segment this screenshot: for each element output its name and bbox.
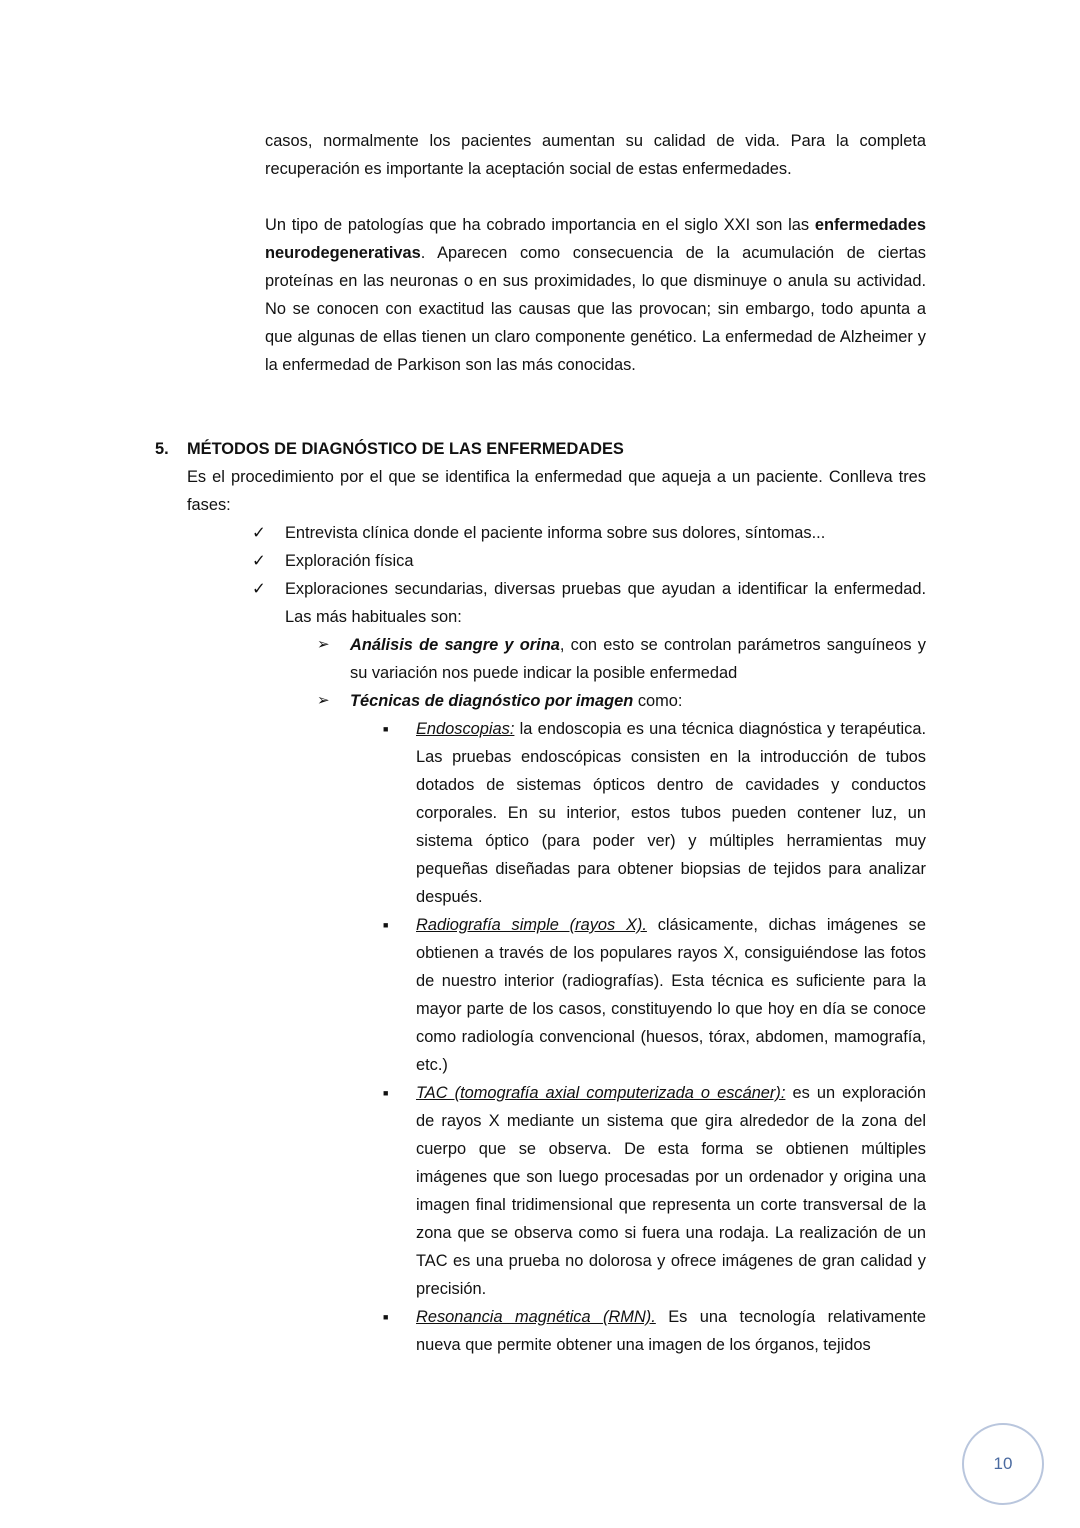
square-bullet-icon: ■ — [383, 920, 389, 930]
test-text: , con esto se controlan parámetros sanguíneos y su variación nos puede indicar la posible enfermedad — [350, 636, 926, 682]
imaging-title: Endoscopias: — [416, 720, 515, 738]
arrow-icon: ➢ — [317, 692, 330, 709]
list-item — [252, 519, 926, 547]
square-bullet-icon: ■ — [383, 724, 389, 734]
check-icon: ✓ — [252, 580, 266, 598]
phase-text: Exploraciones secundarias, diversas pruebas que ayudan a identificar la enfermedad. Las más habituales son: — [285, 580, 926, 626]
imaging-text: la endoscopia es una técnica diagnóstica y terapéutica. Las pruebas endoscópicas consisten en la introducción de tubos dotados de sistemas ópticos dentro de cavidades y conductos corporales. En su interior, estos tubos pueden contener luz, un sistema óptico (para poder ver) y múltiples herramientas muy pequeñas diseñadas para obtener biopsias de tejidos para analizar después. — [416, 720, 926, 906]
section-number: 5. — [155, 440, 169, 458]
check-icon: ✓ — [252, 524, 266, 542]
section-heading — [155, 435, 935, 463]
paragraph-continuation: casos, normalmente los pacientes aumentan su calidad de vida. Para la completa recuperación es importante la aceptación social de estas enfermedades. — [265, 132, 926, 178]
imaging-text: es un exploración de rayos X mediante un sistema que gira alrededor de la zona del cuerpo que se observa. De esta forma se obtienen múltiples imágenes que son luego procesadas por un ordenador y origina una imagen final tridimensional que representa un corte transversal de la zona que se observa como si fuera una rodaja. La realización de un TAC es una prueba no dolorosa y ofrece imágenes de gran calidad y precisión. — [416, 1084, 926, 1298]
text: . Aparecen como consecuencia de la acumulación de ciertas proteínas en las neuronas o en sus proximidades, lo que disminuye o anula su actividad. No se conocen con exactitud las causas que las provocan; sin embargo, todo apunta a que algunas de ellas tienen un claro componente genético. La enfermedad de Alzheimer y la enfermedad de Parkison son las más conocidas. — [265, 244, 926, 374]
imaging-title: Resonancia magnética (RMN). — [416, 1308, 656, 1326]
list-item — [383, 911, 926, 1079]
list-item — [252, 547, 926, 575]
list-item — [383, 1079, 926, 1303]
list-item — [252, 575, 926, 631]
phase-text: Exploración física — [285, 552, 414, 570]
list-item — [317, 631, 926, 687]
paragraph-neurodegenerative — [265, 211, 926, 379]
imaging-title: TAC (tomografía axial computerizada o escáner): — [416, 1084, 786, 1102]
section-intro: Es el procedimiento por el que se identifica la enfermedad que aqueja a un paciente. Conlleva tres fases: — [187, 468, 926, 514]
list-item — [383, 1303, 926, 1359]
imaging-list — [383, 715, 926, 1359]
section-title: MÉTODOS DE DIAGNÓSTICO DE LAS ENFERMEDADES — [187, 440, 624, 458]
text: Un tipo de patologías que ha cobrado importancia en el siglo XXI son las — [265, 216, 815, 234]
square-bullet-icon: ■ — [383, 1312, 389, 1322]
phase-list — [252, 519, 926, 631]
imaging-text: Es una tecnología relativamente nueva que permite obtener una imagen de los órganos, tejidos — [416, 1308, 926, 1354]
page-number: 10 — [962, 1423, 1044, 1505]
imaging-text: clásicamente, dichas imágenes se obtienen a través de los populares rayos X, consiguiéndose las fotos de nuestro interior (radiografías). Esta técnica es suficiente para la mayor parte de los casos, constituyendo lo que hoy en día se conoce como radiología convencional (huesos, tórax, abdomen, mamografía, etc.) — [416, 916, 926, 1074]
list-item — [383, 715, 926, 911]
test-list — [317, 631, 926, 715]
phase-text: Entrevista clínica donde el paciente informa sobre sus dolores, síntomas... — [285, 524, 826, 542]
test-title: Técnicas de diagnóstico por imagen — [350, 692, 634, 710]
list-item — [317, 687, 926, 715]
arrow-icon: ➢ — [317, 636, 330, 653]
test-title: Análisis de sangre y orina — [350, 636, 560, 654]
check-icon: ✓ — [252, 552, 266, 570]
bold-term: enfermedades neurodegenerativas — [265, 216, 926, 262]
square-bullet-icon: ■ — [383, 1088, 389, 1098]
test-text: como: — [633, 692, 683, 710]
imaging-title: Radiografía simple (rayos X). — [416, 916, 647, 934]
